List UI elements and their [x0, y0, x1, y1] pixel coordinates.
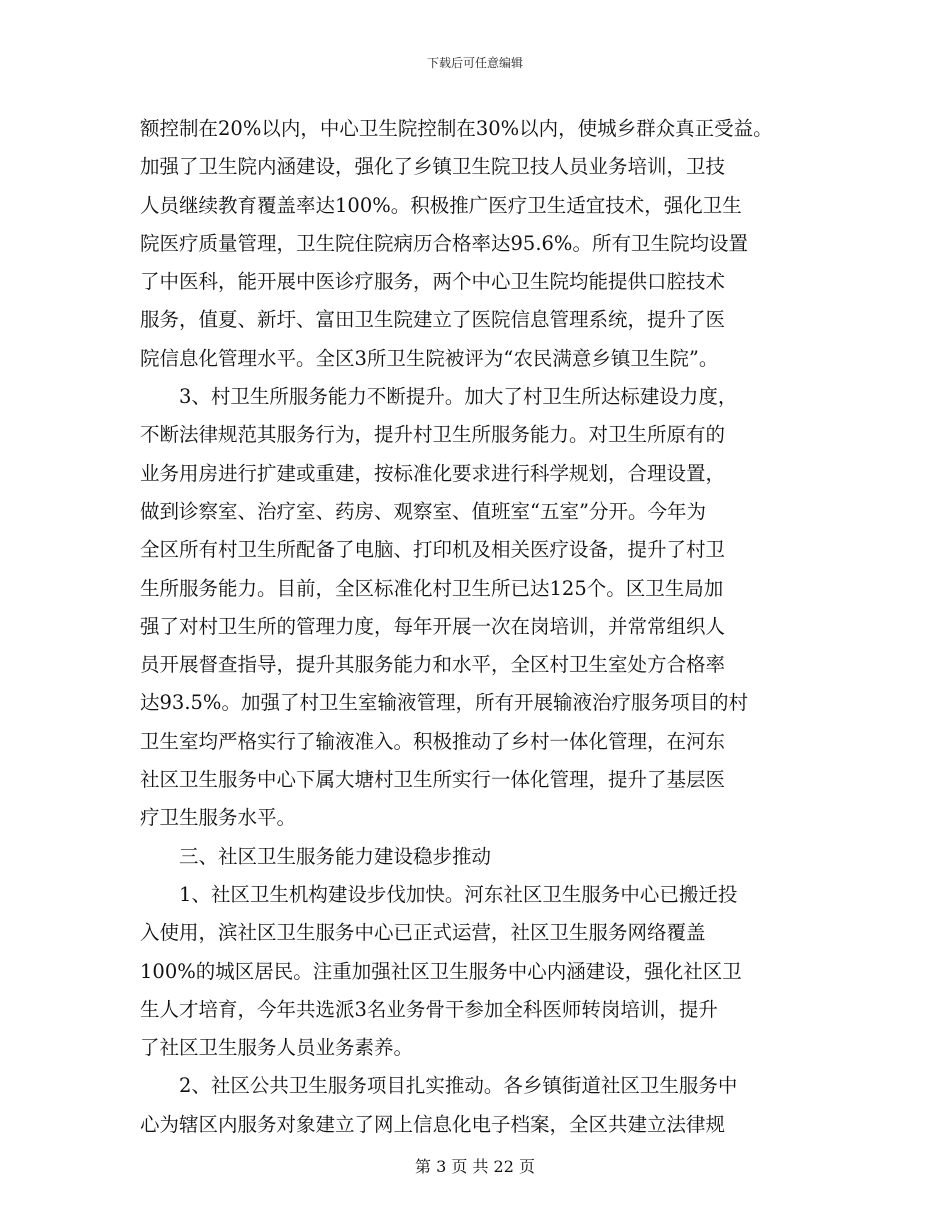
body-text	[140, 110, 820, 1144]
text-line: 2、社区公共卫生服务项目扎实推动。各乡镇街道社区卫生服务中	[140, 1074, 738, 1098]
text-line: 疗卫生服务水平。	[140, 806, 297, 830]
text-line: 了社区卫生服务人员业务素养。	[140, 1036, 414, 1060]
text-line: 人员继续教育覆盖率达100%。积极推广医疗卫生适宜技术，强化卫生	[140, 193, 742, 217]
text-line: 生所服务能力。目前，全区标准化村卫生所已达125个。区卫生局加	[140, 576, 724, 600]
text-line: 强了对村卫生所的管理力度，每年开展一次在岗培训，并常常组织人	[140, 614, 726, 638]
text-line: 3、村卫生所服务能力不断提升。加大了村卫生所达标建设力度，	[140, 385, 738, 409]
text-line: 1、社区卫生机构建设步伐加快。河东社区卫生服务中心已搬迁投	[140, 882, 738, 906]
text-line: 生人才培育，今年共选派3名业务骨干参加全科医师转岗培训，提升	[140, 997, 718, 1021]
text-line: 加强了卫生院内涵建设，强化了乡镇卫生院卫技人员业务培训，卫技	[140, 155, 726, 179]
text-line: 全区所有村卫生所配备了电脑、打印机及相关医疗设备，提升了村卫	[140, 538, 726, 562]
text-line: 了中医科，能开展中医诊疗服务，两个中心卫生院均能提供口腔技术	[140, 270, 726, 294]
text-line: 做到诊察室、治疗室、药房、观察室、值班室“五室”分开。今年为	[140, 499, 706, 523]
text-line: 不断法律规范其服务行为，提升村卫生所服务能力。对卫生所原有的	[140, 423, 726, 447]
text-line: 100%的城区居民。注重加强社区卫生服务中心内涵建设，强化社区卫	[140, 959, 742, 983]
text-line: 社区卫生服务中心下属大塘村卫生所实行一体化管理，提升了基层医	[140, 768, 726, 792]
page-number: 第 3 页 共 22 页	[415, 1157, 535, 1176]
text-line: 卫生室均严格实行了输液准入。积极推动了乡村一体化管理，在河东	[140, 729, 726, 753]
section-heading: 三、社区卫生服务能力建设稳步推动	[140, 844, 492, 868]
page-header: 下载后可任意编辑	[426, 56, 523, 70]
text-line: 业务用房进行扩建或重建，按标准化要求进行科学规划，合理设置，	[140, 461, 726, 485]
text-line: 额控制在20%以内，中心卫生院控制在30%以内，使城乡群众真正受益。	[140, 117, 773, 140]
text-line: 院信息化管理水平。全区3所卫生院被评为“农民满意乡镇卫生院”。	[140, 346, 719, 370]
text-line: 员开展督查指导，提升其服务能力和水平，全区村卫生室处方合格率	[140, 653, 726, 677]
text-line: 入使用，滨社区卫生服务中心已正式运营，社区卫生服务网络覆盖	[140, 921, 706, 945]
text-line: 院医疗质量管理，卫生院住院病历合格率达95.6%。所有卫生院均设置	[140, 231, 748, 255]
text-line: 达93.5%。加强了村卫生室输液管理，所有开展输液治疗服务项目的村	[140, 691, 748, 715]
text-line: 心为辖区内服务对象建立了网上信息化电子档案，全区共建立法律规	[140, 1112, 726, 1136]
text-line: 服务，值夏、新圩、富田卫生院建立了医院信息管理系统，提升了医	[140, 308, 726, 332]
